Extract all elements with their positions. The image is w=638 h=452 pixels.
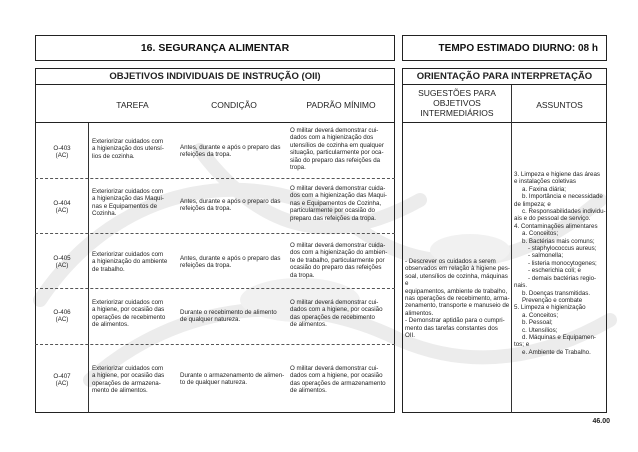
row-separator bbox=[35, 344, 395, 345]
col-tarefa-header: TAREFA bbox=[116, 100, 149, 110]
assuntos-text: 3. Limpeza e higiene das áreas e instalações coletivas a. Faxina diária; b. Importância e necessidade de limpeza; e c. Responsabilidades individu- ais e do pessoal de serviço. 4. Contaminações alimentares a. Conceitos; b. Bactérias mais comuns; - staphylococcus aureus; - salmonella; - listeria monocytogenes; - escherichia coli; e - demais bactérias regio- nais. b. Doenças transmitidas. Prevenção e combate 5. Limpeza e higienização a. Conceitos; b. Pessoal; c. Utensílios; d. Máquinas e Equipamen- tos; e e. Ambiente de Trabalho. bbox=[514, 171, 606, 356]
row-condicao: Antes, durante e após o preparo das refeições da tropa. bbox=[180, 198, 281, 213]
time-header bbox=[402, 35, 607, 61]
row-separator bbox=[35, 288, 395, 289]
col-sugestoes-header: SUGESTÕES PARA OBJETIVOS INTERMEDIÁRIOS bbox=[418, 88, 496, 118]
row-separator bbox=[35, 233, 395, 234]
row-padrao: O militar deverá demonstrar cui- dados com a higiene, por ocasião das operações de recebimento de alimentos. bbox=[290, 299, 383, 329]
sugestoes-text: - Descrever os cuidados a serem observados em relação à higiene pes- soal, utensílios de cozinha, máquinas e equipamentos, ambiente de trabalho, nas operações de recebimento, arma- zenamento, transporte e manuseio de alimentos. - Demonstrar aptidão para o cumpri- mento das tarefas constantes dos OII. bbox=[405, 258, 510, 340]
row-code: O-406 (AC) bbox=[53, 309, 71, 324]
row-code: O-407 (AC) bbox=[53, 373, 71, 388]
row-separator bbox=[35, 178, 395, 179]
estimated-time: TEMPO ESTIMADO DIURNO: 08 h bbox=[438, 42, 598, 54]
divider bbox=[511, 85, 512, 413]
row-tarefa: Exteriorizar cuidados com a higienização dos utensí- lios de cozinha. bbox=[92, 138, 164, 160]
col-condicao-header: CONDIÇÃO bbox=[211, 100, 257, 110]
row-code: O-403 (AC) bbox=[53, 145, 71, 160]
row-code: O-405 (AC) bbox=[53, 255, 71, 270]
row-code: O-404 (AC) bbox=[53, 200, 71, 215]
row-condicao: Durante o recebimento de alimento de qualquer natureza. bbox=[180, 309, 277, 324]
row-tarefa: Exteriorizar cuidados com a higienização do ambiente de trabalho. bbox=[92, 251, 168, 273]
row-condicao: Durante o armazenamento de alimen- to de qualquer natureza. bbox=[180, 372, 285, 387]
row-tarefa: Exteriorizar cuidados com a higiene, por ocasião das operações de recebimento de alimentos. bbox=[92, 299, 166, 329]
row-padrao: O militar deverá demonstrar cui- dados com a higiene, por ocasião das operações de armazenamento de alimentos. bbox=[290, 365, 386, 395]
section-title: 16. SEGURANÇA ALIMENTAR bbox=[140, 42, 290, 54]
section-header bbox=[35, 35, 395, 61]
col-assuntos-header: ASSUNTOS bbox=[536, 100, 583, 110]
page-number: 46.00 bbox=[592, 418, 610, 425]
row-tarefa: Exteriorizar cuidados com a higiene, por ocasião das operações de armazena- mento de alimentos. bbox=[92, 365, 165, 395]
row-condicao: Antes, durante e após o preparo das refeições da tropa. bbox=[180, 255, 281, 270]
orientation-title: ORIENTAÇÃO PARA INTERPRETAÇÃO bbox=[402, 68, 607, 85]
row-condicao: Antes, durante e após o preparo das refeições da tropa. bbox=[180, 144, 281, 159]
row-padrao: O militar deverá demonstrar cui- dados com a higienização dos utensílios de cozinha em qualquer situação, particularmente por oca- sião do preparo das refeições da tropa. bbox=[290, 127, 384, 172]
row-tarefa: Exteriorizar cuidados com a higienização das Maqui- nas e Equipamentos de Cozinha. bbox=[92, 188, 164, 218]
col-padrao-header: PADRÃO MÍNIMO bbox=[306, 100, 376, 110]
divider bbox=[88, 123, 89, 413]
oii-title: OBJETIVOS INDIVIDUAIS DE INSTRUÇÃO (OII) bbox=[35, 68, 395, 85]
row-padrao: O militar deverá demonstrar cuida- dos com a higienização das Maqui- nas e Equipamentos de Cozinha, particularmente por ocasião do preparo das refeições da tropa. bbox=[290, 185, 387, 222]
row-padrao: O militar deverá demonstrar cuida- dos com a higienização do ambien- te de trabalho, particularmente por ocasião do preparo das refeições da tropa. bbox=[290, 242, 388, 279]
